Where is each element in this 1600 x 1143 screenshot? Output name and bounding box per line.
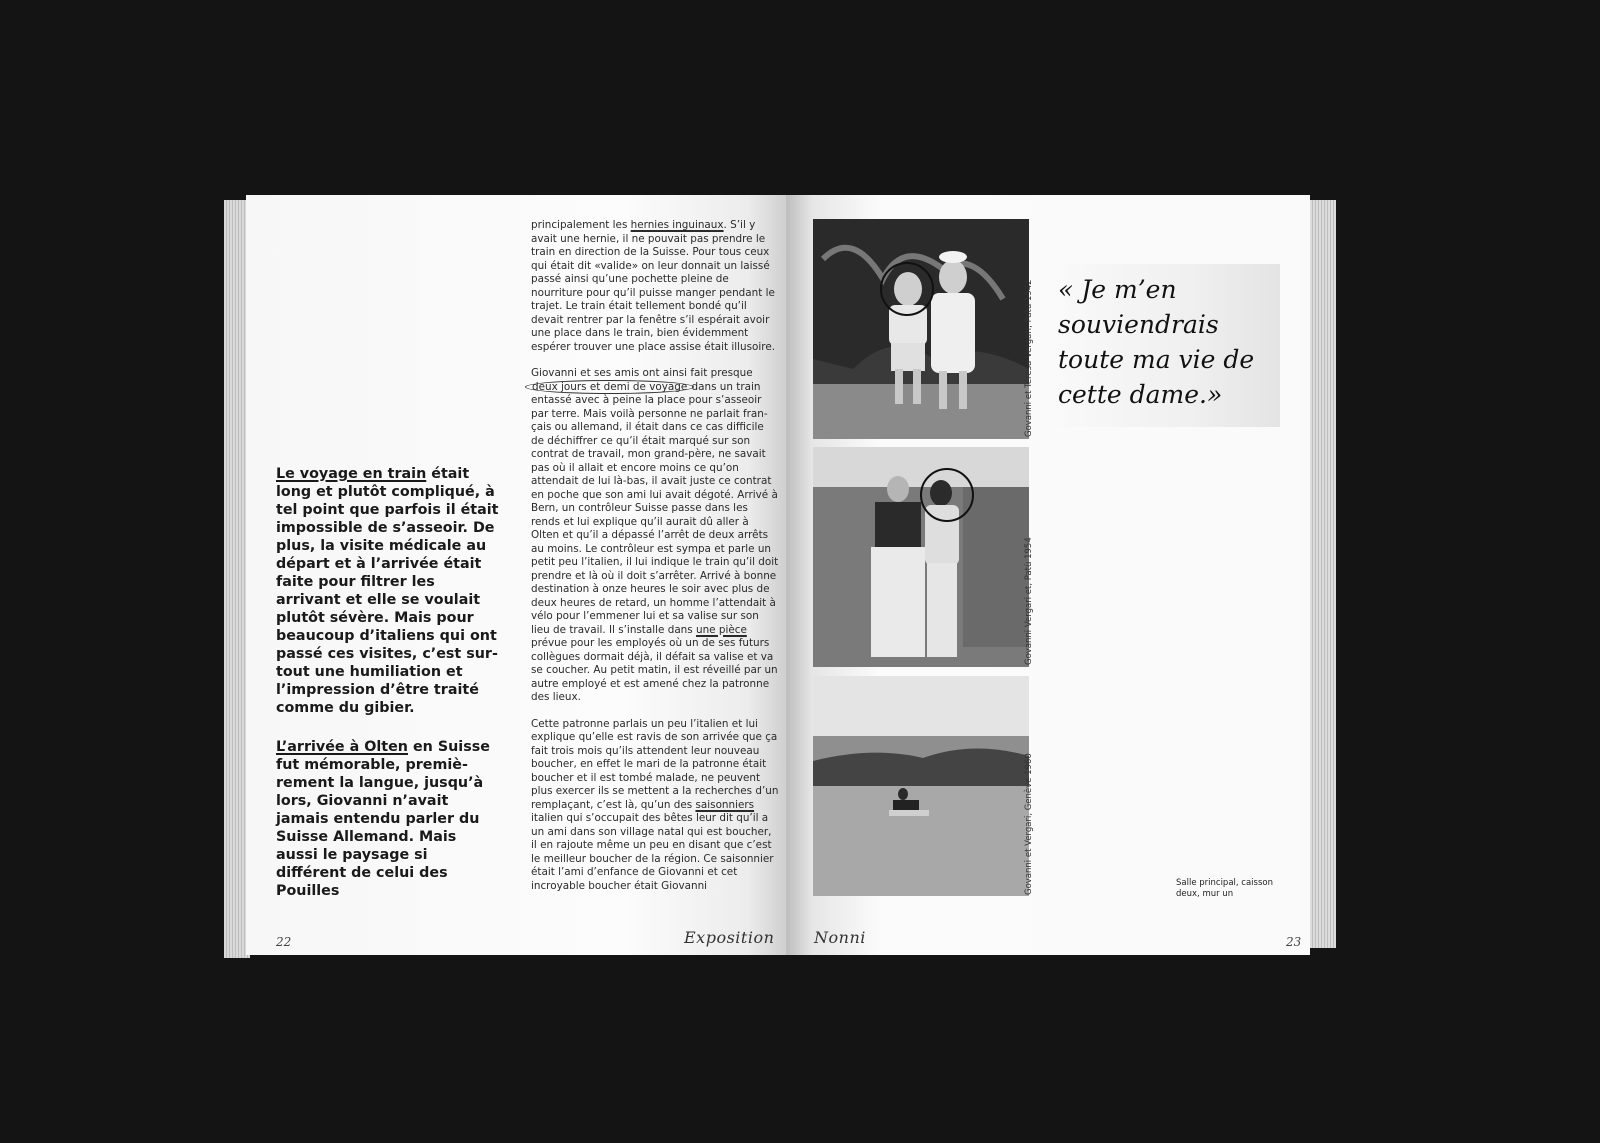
photo-children xyxy=(813,219,1029,439)
body-p1-a: principalement les xyxy=(531,219,631,231)
body-p2-b: dans un train entassé avec à peine la place pour s’asseoir par terre. Mais voilà personne ne parlait français ou allemand, il était dans ce cas difficile de déchiffrer ce qu’il était marqué sur son contrat de travail, mon grand-père, ne savait pas où il allait et encore moins ce qu’on attendait de lui là-bas, il avait juste ce contrat en poche que son ami lui avait dégoté. Arrivé à Bern, un contrôleur Suisse passe dans les rends et lui explique qu’il aurait dû aller à Olten et qu’il a dépassé l’arrêt de deux arrêts au moins. Le contrôleur est sympa et parle un petit peu l’italien, il lui indique le train qu’il doit prendre et là où il doit s’arrêter. Arrivé à bonne destination à onze heures le soir avec plus de deux heures de retard, un homme l’attendait à vélo pour l’emmener lui et sa valise sur son lieu de travail. Il s’installe dans xyxy=(531,380,779,636)
body-paragraph-3 xyxy=(531,718,779,894)
photo-caption-3: Govanni et Vergari, Genève 1960 xyxy=(1024,753,1034,895)
quote-block xyxy=(1048,264,1280,427)
lead-paragraph-2 xyxy=(276,738,501,900)
highlight-une-piece: une pièce xyxy=(696,623,747,636)
body-paragraph-2 xyxy=(531,367,779,705)
highlight-deux-jours: deux jours et demi de voyage xyxy=(525,380,694,394)
running-title-right: Nonni xyxy=(814,928,866,947)
body-p3-a: Cette patronne parlais un peu l’italien et lui explique qu’elle est ravis de son arrivée que ça fait trois mois qu’ils attendent leur nouveau boucher, en effet le mari de la patronne était boucher et il est tombé malade, ne peuvent plus exercer ils se mettent a la recherches d’un remplaçant, c’est là, qu’un des xyxy=(531,717,779,811)
left-page xyxy=(246,195,786,955)
running-title-left: Exposition xyxy=(684,928,775,947)
lead-1-text: était long et plutôt compliqué, à tel point que parfois il était impossible de s’asseoir. De plus, la visite médicale au départ et à l’arrivée était faite pour filtrer les arrivant et elle se voulait plutôt sévère. Mais pour beaucoup d’italiens qui ont passé ces visites, c’est surtout une humiliation et l’impression d’être traité comme du gibier. xyxy=(276,466,499,716)
body-p1-b: . S’il y avait une hernie, il ne pouvait pas prendre le train en direction de la Suisse. Pour tous ceux qui était dit «valide» on leur donnait un laissé passé ainsi qu’une pochette pleine de nourriture pour qu’il puisse manger pendant le trajet. Le train était tellement bondé qu’il devait rentrer par la fenêtre s’il espérait avoir une place dans le train, bien évidemment espérer trouver une place assise était illusoire. xyxy=(531,219,776,353)
photo-caption-2: Govanni Vergari et, Patù 1954 xyxy=(1024,537,1034,665)
photo-caption-1: Govanni et Teresa Vergari, Patù 1942 xyxy=(1024,279,1034,437)
body-p2-c: prévue pour les employés où un de ses futurs collègues dormait déjà, il défait sa valise et va se coucher. Au petit matin, il est réveillé par un autre employé et est amené chez la patronne des lieux. xyxy=(531,637,778,703)
page-edges-right xyxy=(1306,200,1336,948)
photo-seaside xyxy=(813,676,1029,896)
body-text-column xyxy=(531,219,779,906)
highlight-hernies: hernies inguinaux xyxy=(630,219,724,231)
highlight-saisonniers: saisonniers xyxy=(695,798,755,811)
lead-paragraph-1 xyxy=(276,465,501,717)
body-p3-b: italien qui s’occupait des bêtes leur dit qu’il a un ami dans son village natal qui est boucher, il en rajoute même un peu en disant que c’est le meilleur boucher de la région. Ce saisonnier était l’ami d’enfance de Giovanni et cet incroyable boucher était Giovanni xyxy=(531,812,774,892)
page-number-right: 23 xyxy=(1286,935,1302,949)
highlight-arrivee: L’arrivée à Olten xyxy=(276,739,408,755)
handwritten-quote: « Je m’en souviendrais toute ma vie de cette dame.» xyxy=(1058,275,1255,409)
body-p2-a: Giovanni et ses amis ont ainsi fait presque xyxy=(531,367,753,379)
location-note: Salle principal, caisson deux, mur un xyxy=(1176,878,1273,899)
page-number-left: 22 xyxy=(276,935,292,949)
body-paragraph-1 xyxy=(531,219,779,354)
lead-2-text: en Suisse fut mémorable, premièrement la langue, jusqu’à lors, Giovanni n’avait jamais entendu parler du Suisse Allemand. Mais aussi le paysage si différent de celui des Pouilles xyxy=(276,739,490,899)
photo-two-men xyxy=(813,447,1029,667)
highlight-voyage: Le voyage en train xyxy=(276,466,427,482)
right-page xyxy=(786,195,1310,955)
